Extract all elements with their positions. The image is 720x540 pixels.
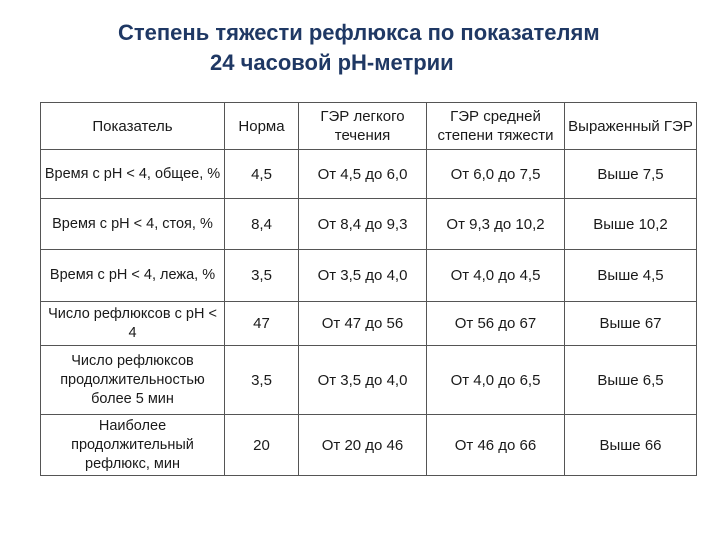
cell-norm: 20 (225, 415, 299, 476)
title-line-1: Степень тяжести рефлюкса по показателям (118, 20, 600, 45)
cell-indicator: Наиболее продолжительный рефлюкс, мин (41, 415, 225, 476)
cell-severe: Выше 66 (565, 415, 697, 476)
page-title (0, 18, 720, 78)
table-row (41, 302, 697, 346)
title-line-2: 24 часовой рН-метрии (210, 50, 454, 75)
header-indicator: Показатель (41, 103, 225, 150)
cell-norm: 8,4 (225, 199, 299, 250)
cell-moderate: От 6,0 до 7,5 (427, 150, 565, 199)
cell-mild: От 3,5 до 4,0 (299, 346, 427, 415)
cell-indicator: Число рефлюксов с рН < 4 (41, 302, 225, 346)
cell-indicator: Число рефлюксов продолжительностью более 5 мин (41, 346, 225, 415)
header-moderate: ГЭР средней степени тяжести (427, 103, 565, 150)
cell-moderate: От 9,3 до 10,2 (427, 199, 565, 250)
cell-indicator: Время с рН < 4, лежа, % (41, 250, 225, 302)
cell-severe: Выше 67 (565, 302, 697, 346)
cell-norm: 3,5 (225, 250, 299, 302)
cell-norm: 47 (225, 302, 299, 346)
cell-mild: От 3,5 до 4,0 (299, 250, 427, 302)
header-severe: Выраженный ГЭР (565, 103, 697, 150)
cell-norm: 3,5 (225, 346, 299, 415)
cell-indicator: Время с рН < 4, общее, % (41, 150, 225, 199)
cell-mild: От 8,4 до 9,3 (299, 199, 427, 250)
table-row (41, 250, 697, 302)
cell-severe: Выше 4,5 (565, 250, 697, 302)
cell-severe: Выше 6,5 (565, 346, 697, 415)
cell-indicator: Время с рН < 4, стоя, % (41, 199, 225, 250)
table-row (41, 346, 697, 415)
cell-norm: 4,5 (225, 150, 299, 199)
cell-moderate: От 4,0 до 6,5 (427, 346, 565, 415)
table-row (41, 150, 697, 199)
table-row (41, 415, 697, 476)
cell-moderate: От 46 до 66 (427, 415, 565, 476)
cell-mild: От 20 до 46 (299, 415, 427, 476)
cell-mild: От 47 до 56 (299, 302, 427, 346)
cell-severe: Выше 10,2 (565, 199, 697, 250)
cell-mild: От 4,5 до 6,0 (299, 150, 427, 199)
table-header-row (41, 103, 697, 150)
header-norm: Норма (225, 103, 299, 150)
cell-moderate: От 4,0 до 4,5 (427, 250, 565, 302)
reflux-severity-table (40, 102, 697, 476)
cell-moderate: От 56 до 67 (427, 302, 565, 346)
table-row (41, 199, 697, 250)
header-mild: ГЭР легкого течения (299, 103, 427, 150)
cell-severe: Выше 7,5 (565, 150, 697, 199)
